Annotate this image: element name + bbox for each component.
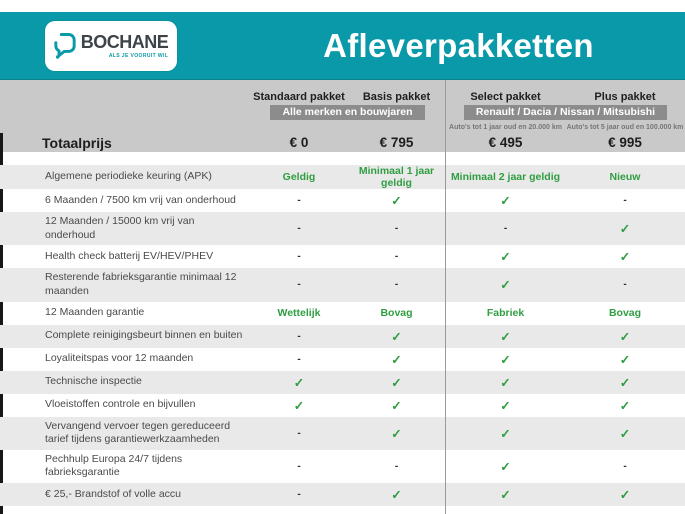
check-icon: ✓	[445, 268, 565, 301]
table-row	[0, 417, 685, 450]
dash-icon: -	[297, 279, 301, 291]
dash-icon: -	[297, 195, 301, 206]
top-white-strip	[0, 0, 685, 12]
dash-icon: -	[297, 460, 301, 472]
feature-value: Bovag	[608, 307, 642, 320]
check-icon: ✓	[445, 348, 565, 371]
check-icon: ✓	[391, 398, 402, 413]
table-row	[0, 348, 685, 371]
check-icon: ✓	[391, 426, 402, 441]
check-icon: ✓	[445, 245, 565, 268]
feature-label: 12 Maanden / 15000 km vrij van onderhoud	[45, 215, 195, 241]
check-icon: ✓	[391, 375, 402, 390]
bottom-cell	[565, 506, 685, 514]
bottom-empty-row	[0, 506, 685, 514]
dash-icon: -	[297, 330, 301, 342]
feature-value: Bovag	[380, 307, 413, 320]
check-icon: ✓	[445, 371, 565, 394]
dash-icon: -	[623, 460, 627, 472]
bottom-cell	[0, 506, 250, 514]
price-select: € 495	[445, 133, 565, 152]
price-plus: € 995	[608, 135, 642, 150]
feature-value: Minimaal 2 jaar geldig	[445, 165, 565, 189]
badge-all-brands-cell	[250, 104, 445, 121]
note-spacer	[250, 121, 348, 133]
spacer-cell	[445, 152, 565, 165]
note-plus: Auto's tot 5 jaar oud en 100.000 km	[566, 123, 684, 131]
dash-icon: -	[623, 279, 627, 291]
page-title: Afleverpakketten	[323, 26, 594, 64]
table-row	[0, 165, 685, 189]
column-header-select: Select pakket	[445, 80, 565, 104]
check-icon: ✓	[445, 417, 565, 450]
check-icon: ✓	[619, 426, 631, 441]
feature-label: Technische inspectie	[45, 375, 142, 388]
check-icon: ✓	[445, 483, 565, 506]
table-row	[0, 325, 685, 348]
table-row	[0, 189, 685, 212]
spacer-cell	[565, 152, 685, 165]
feature-label: 12 Maanden garantie	[45, 306, 145, 319]
feature-label: Vervangend vervoer tegen gereduceerd tarief tijdens garantiewerkzaamheden	[45, 419, 231, 446]
feature-label: Loyaliteitspas voor 12 maanden	[45, 352, 194, 365]
feature-label: Complete reinigingsbeurt binnen en buiten	[45, 329, 243, 342]
table-row	[0, 245, 685, 268]
check-icon: ✓	[391, 194, 402, 208]
check-icon: ✓	[293, 375, 305, 390]
bottom-cell	[250, 506, 348, 514]
badge-renault-group: Renault / Dacia / Nissan / Mitsubishi	[464, 105, 667, 120]
check-icon: ✓	[445, 325, 565, 348]
table-row	[0, 302, 685, 325]
feature-label: Resterende fabrieksgarantie minimaal 12 maanden	[45, 271, 237, 297]
note-spacer	[348, 121, 445, 133]
table-header-band	[0, 80, 685, 152]
check-icon: ✓	[619, 352, 631, 367]
check-icon: ✓	[619, 222, 631, 237]
dash-icon: -	[297, 251, 301, 263]
dash-icon: -	[445, 212, 565, 245]
note-select: Auto's tot 1 jaar oud en 20.000 km	[445, 121, 565, 133]
table-row	[0, 212, 685, 245]
feature-label: Vloeistoffen controle en bijvullen	[45, 398, 196, 411]
logo-text	[81, 33, 169, 59]
column-header-plus: Plus pakket	[594, 91, 656, 103]
table-row	[0, 371, 685, 394]
check-icon: ✓	[619, 250, 631, 265]
feature-label: Algemene periodieke keuring (APK)	[45, 170, 212, 183]
dash-icon: -	[394, 279, 399, 291]
spacer-row	[0, 152, 685, 165]
dash-icon: -	[623, 195, 627, 206]
price-basis: € 795	[379, 135, 414, 150]
dash-icon: -	[297, 353, 301, 365]
total-price-row	[0, 133, 685, 152]
feature-value: Minimaal 1 jaar geldig	[358, 165, 435, 189]
feature-label: 6 Maanden / 7500 km vrij van onderhoud	[45, 193, 236, 206]
dash-icon: -	[297, 489, 301, 501]
price-standaard: € 0	[289, 135, 309, 150]
brand-badges-row	[0, 104, 685, 121]
dash-icon: -	[394, 460, 399, 472]
feature-label: € 25,- Brandstof of volle accu	[45, 487, 181, 500]
spacer-cell	[250, 152, 348, 165]
brand-tagline: ALS JE VOORUIT WIL	[108, 52, 169, 59]
check-icon: ✓	[293, 398, 305, 413]
check-icon: ✓	[619, 329, 631, 344]
page-header	[0, 12, 685, 80]
feature-value: Nieuw	[609, 171, 641, 183]
dash-icon: -	[394, 251, 399, 263]
check-icon: ✓	[391, 352, 402, 367]
package-notes-row	[0, 121, 685, 133]
bochane-speech-bubble-icon	[54, 32, 76, 59]
check-icon: ✓	[445, 450, 565, 483]
package-titles-row	[0, 80, 685, 104]
feature-value: Fabriek	[445, 302, 565, 325]
feature-label: Pechhulp Europa 24/7 tijdens fabrieksgarantie	[45, 452, 183, 479]
dash-icon: -	[297, 427, 301, 439]
spacer-cell	[348, 152, 445, 165]
column-header-standaard: Standaard pakket	[253, 91, 345, 103]
badge-spacer	[0, 104, 250, 121]
dash-icon: -	[394, 223, 399, 235]
dash-icon: -	[297, 223, 301, 235]
bottom-cell	[348, 506, 445, 514]
bochane-logo	[45, 21, 177, 71]
note-spacer	[0, 121, 250, 133]
badge-all-brands: Alle merken en bouwjaren	[270, 105, 424, 120]
feature-value: Geldig	[282, 171, 316, 183]
feature-rows	[0, 165, 685, 506]
check-icon: ✓	[619, 375, 631, 390]
spacer-cell	[0, 152, 250, 165]
row-label-spacer	[0, 80, 250, 104]
check-icon: ✓	[619, 488, 631, 503]
feature-value: Wettelijk	[277, 307, 321, 320]
table-row	[0, 483, 685, 506]
check-icon: ✓	[619, 398, 631, 413]
check-icon: ✓	[391, 329, 402, 344]
feature-label: Health check batterij EV/HEV/PHEV	[45, 249, 214, 262]
total-price-label: Totaalprijs	[42, 134, 112, 151]
bottom-cell	[445, 506, 565, 514]
check-icon: ✓	[445, 189, 565, 212]
table-row	[0, 268, 685, 301]
brand-name: BOCHANE	[80, 31, 169, 52]
table-row	[0, 450, 685, 483]
column-header-basis: Basis pakket	[362, 91, 431, 103]
badge-renault-group-cell	[445, 104, 685, 121]
check-icon: ✓	[445, 394, 565, 417]
check-icon: ✓	[391, 488, 402, 503]
table-row	[0, 394, 685, 417]
